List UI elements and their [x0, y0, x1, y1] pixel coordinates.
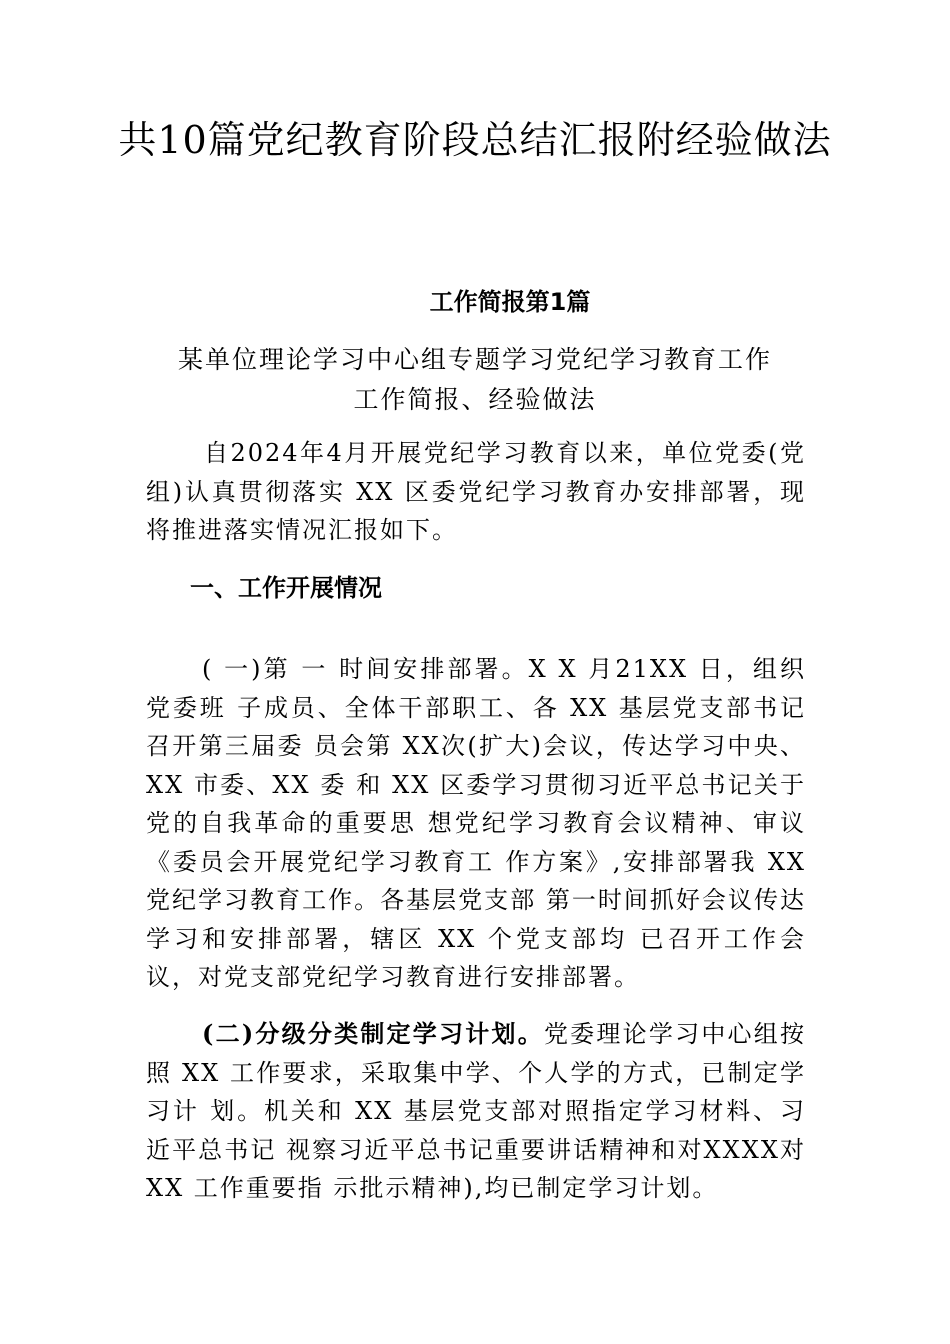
paragraph-2-body: 党委理论学习中心组按照 XX 工作要求，采取集中学、个人学的方式，已制定学习计 划。机关和 XX 基层党支部对照指定学习材料、习近平总书记 视察习近平总书记重要讲话精神和对XXXX对 XX 工作重要指 示批示精神),均已制定学习计划。: [146, 1020, 807, 1202]
intro-paragraph: 自2024年4月开展党纪学习教育以来，单位党委(党 组)认真贯彻落实 XX 区委党纪学习教育办安排部署，现 将推进落实情况汇报如下。: [146, 439, 806, 544]
paragraph-2: [146, 1015, 806, 1208]
report-title: [150, 340, 800, 420]
report-title-line-1: 某单位理论学习中心组专题学习党纪学习教育工作: [177, 345, 772, 374]
paragraph-2-lead: (二)分级分类制定学习计划。: [202, 1019, 544, 1048]
report-subheading: 工作简报第1篇: [429, 288, 591, 316]
section-heading: 一、工作开展情况: [190, 574, 382, 602]
report-title-line-2: 工作简报、经验做法: [353, 385, 597, 414]
paragraph-1: ( 一)第 一 时间安排部署。X X 月21XX 日，组织党委班 子成员、全体干部职工、各 XX 基层党支部书记召开第三届委 员会第 XX次(扩大)会议，传达学习中央、 XX 市委、XX 委 和 XX 区委学习贯彻习近平总书记关于党的自我革命的重要思 想党纪学习教育会议精神、审议《委员会开展党纪学习教育工 作方案》,安排部署我 XX 党纪学习教育工作。各基层党支部 第一时间抓好会议传达学习和安排部署，辖区 XX 个党支部均 已召开工作会议，对党支部党纪学习教育进行安排部署。: [146, 655, 806, 991]
document-title: 共10篇党纪教育阶段总结汇报附经验做法: [118, 118, 832, 162]
